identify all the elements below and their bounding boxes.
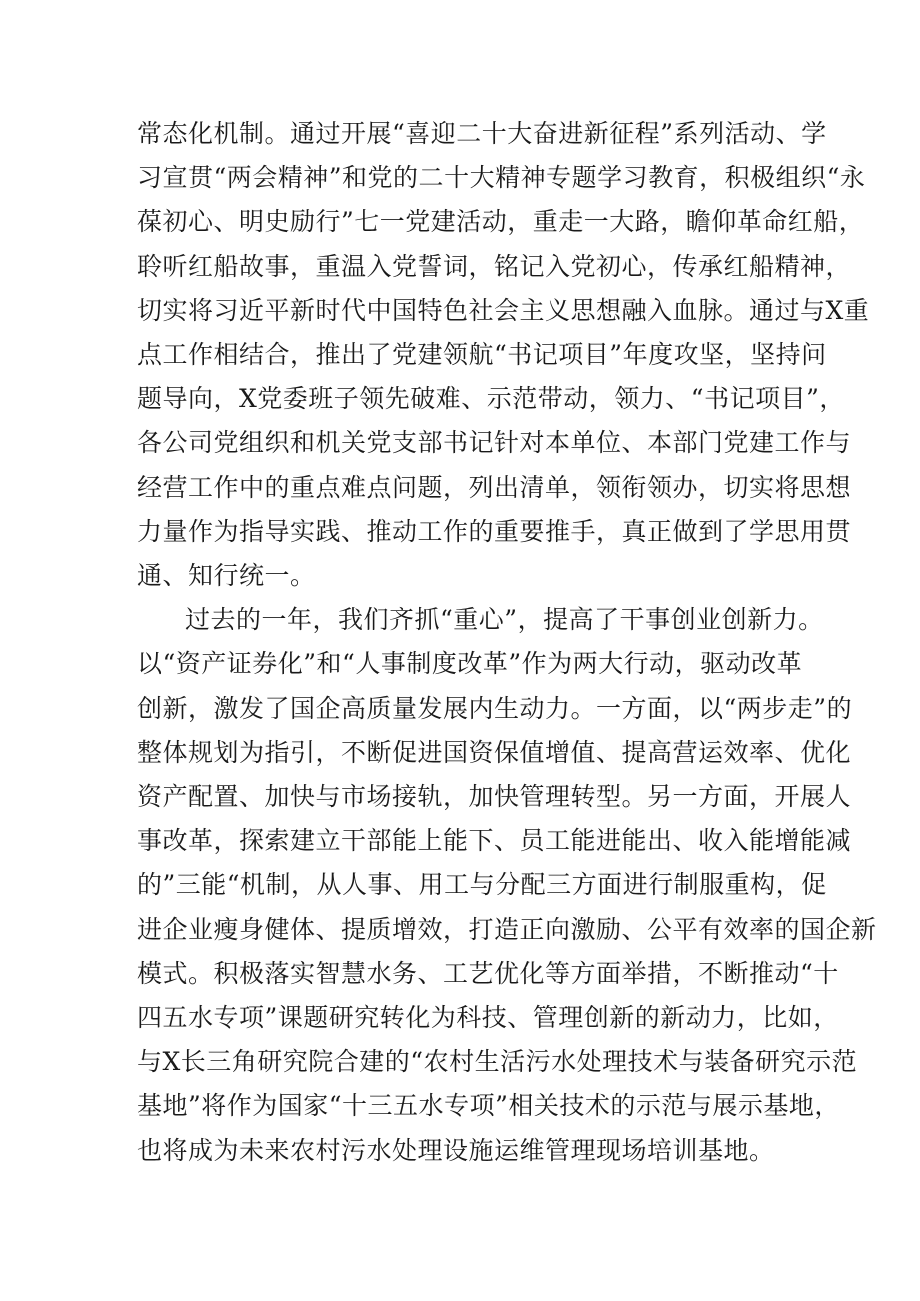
- text-line: 通、知行统一。: [137, 561, 316, 591]
- text-line: 力量作为指导实践、推动工作的重要推手，真正做到了学思用贯: [137, 516, 852, 546]
- paragraph-1: [137, 112, 870, 598]
- text-line: 的”三能“机制，从人事、用工与分配三方面进行制服重构，促: [137, 870, 827, 900]
- text-line: 点工作相结合，推出了党建领航“书记项目”年度攻坚，坚持问: [137, 340, 827, 370]
- text-line: 与X长三角研究院合建的“农村生活污水处理技术与装备研究示范: [137, 1047, 858, 1077]
- text-line: 创新，激发了国企高质量发展内生动力。一方面，以“两步走”的: [137, 693, 853, 723]
- text-line: 也将成为未来农村污水处理设施运维管理现场培训基地。: [137, 1135, 775, 1165]
- text-line: 常态化机制。通过开展“喜迎二十大奋进新征程”系列活动、学: [137, 119, 827, 148]
- text-line: 资产配置、加快与市场接轨，加快管理转型。另一方面，开展人: [137, 782, 852, 812]
- text-line: 葆初心、明史励行”七一党建活动，重走一大路，瞻仰革命红船，: [137, 207, 865, 237]
- text-line: 习宣贯“两会精神”和党的二十大精神专题学习教育，积极组织“永: [137, 163, 866, 193]
- text-line: 题导向，X党委班子领先破难、示范带动，领力、“书记项目”，: [137, 384, 845, 414]
- text-line: 聆听红船故事，重温入党誓词，铭记入党初心，传承红船精神，: [137, 251, 852, 281]
- text-line: 基地”将作为国家“十三五水专项”相关技术的示范与展示基地，: [137, 1091, 840, 1121]
- text-line: 过去的一年，我们齐抓“重心”，提高了干事创业创新力。: [185, 605, 824, 635]
- text-line: 以“资产证券化”和“人事制度改革”作为两大行动，驱动改革: [137, 649, 803, 679]
- paragraph-2: [137, 598, 877, 1173]
- text-line: 事改革，探索建立干部能上能下、员工能进能出、收入能增能减: [137, 826, 852, 856]
- document-body: [137, 112, 877, 1173]
- text-line: 各公司党组织和机关党支部书记针对本单位、本部门党建工作与: [137, 428, 852, 458]
- text-line: 整体规划为指引，不断促进国资保值增值、提高营运效率、优化: [137, 737, 852, 767]
- text-line: 四五水专项”课题研究转化为科技、管理创新的新动力，比如，: [137, 1003, 839, 1033]
- text-line: 切实将习近平新时代中国特色社会主义思想融入血脉。通过与X重: [137, 295, 870, 325]
- text-line: 经营工作中的重点难点问题，列出清单，领衔领办，切实将思想: [137, 472, 852, 502]
- text-line: 进企业瘦身健体、提质增效，打造正向激励、公平有效率的国企新: [137, 914, 877, 944]
- text-line: 模式。积极落实智慧水务、工艺优化等方面举措，不断推动“十: [137, 958, 839, 988]
